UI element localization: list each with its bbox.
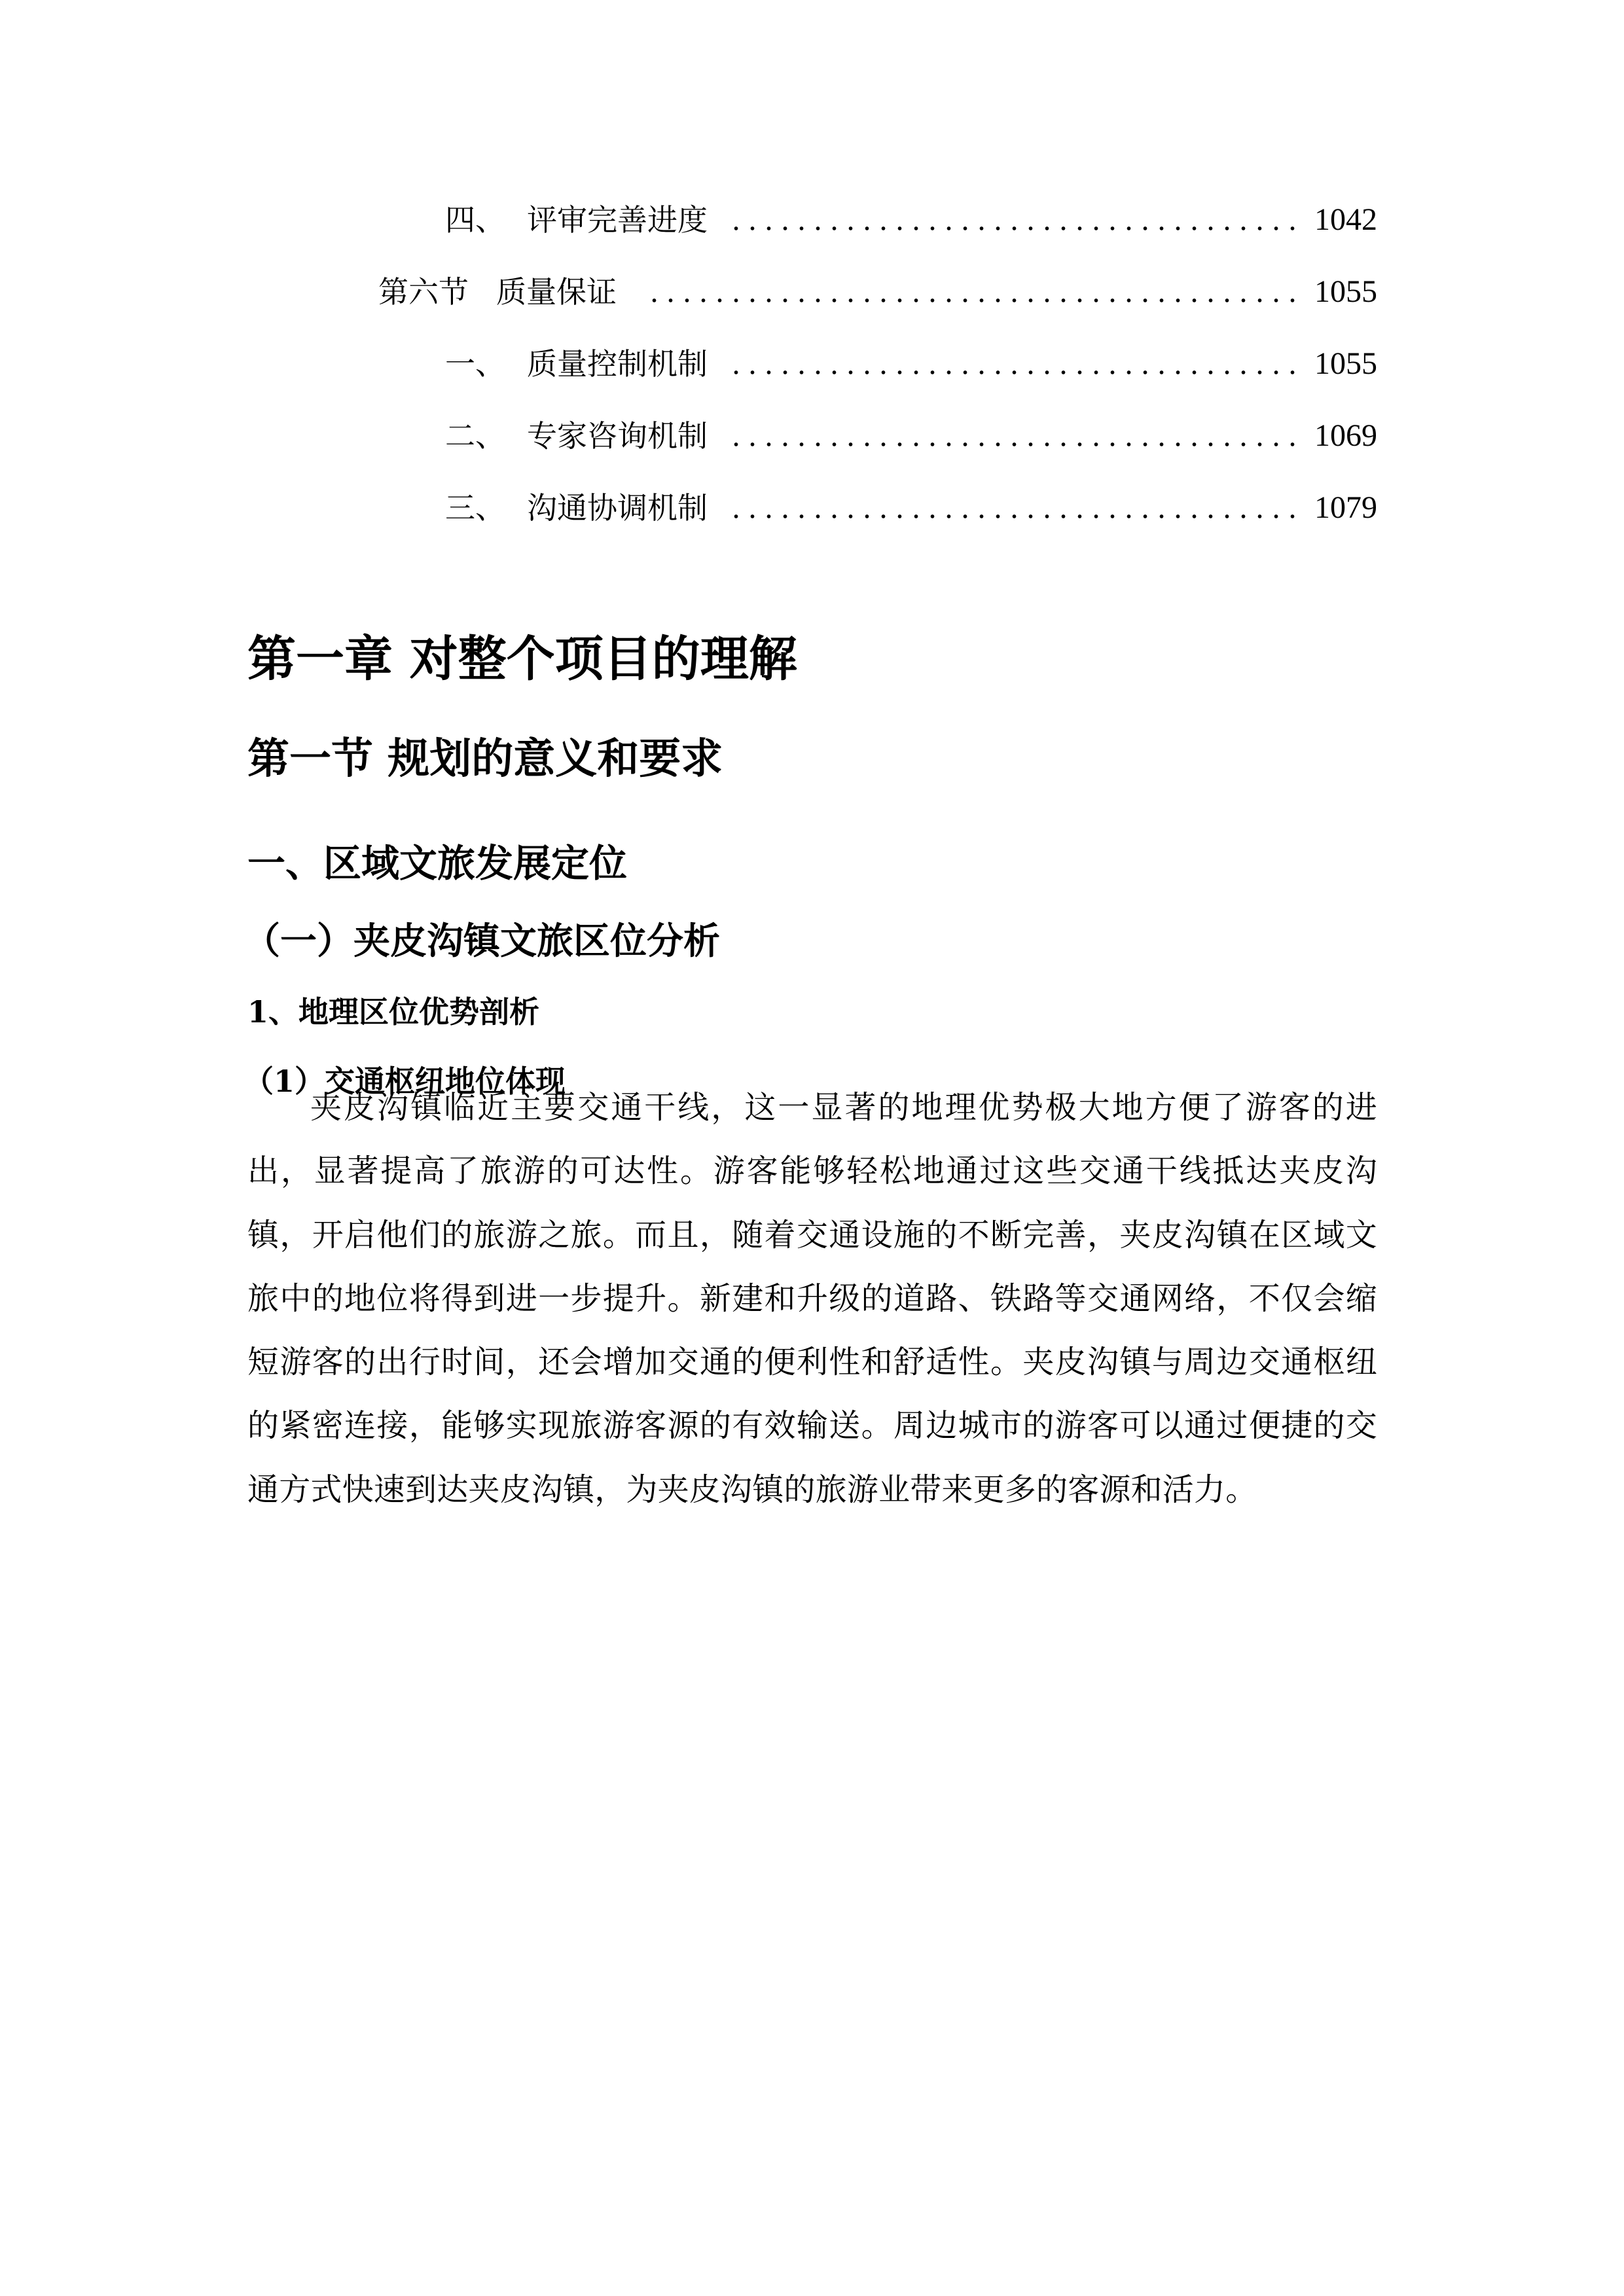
toc-entry-number: 二、: [445, 418, 505, 454]
toc-entry[interactable]: [0, 272, 1624, 312]
toc-entry-number: 第六节: [378, 274, 469, 310]
toc-entry-number: 一、: [445, 346, 505, 382]
sub-item-heading: （1）交通枢纽地位体现: [244, 1064, 566, 1099]
subsection-heading: 一、区域文旅发展定位: [247, 841, 628, 886]
chapter-heading: 第一章 对整个项目的理解: [247, 631, 797, 687]
toc-dot-leader: [725, 488, 1297, 528]
toc-entry[interactable]: [0, 488, 1624, 528]
toc-entry-page: 1069: [1314, 418, 1377, 453]
item-heading: 1、地理区位优势剖析: [247, 994, 540, 1030]
toc-entry-number: 三、: [445, 490, 505, 526]
toc-entry-title: 评审完善进度: [527, 202, 708, 238]
toc-dot-leader: [725, 200, 1297, 240]
section-heading: 第一节 规划的意义和要求: [247, 735, 723, 783]
toc-entry-page: 1055: [1314, 346, 1377, 381]
toc-entry-page: 1042: [1314, 202, 1377, 237]
sub-subsection-heading: （一）夹皮沟镇文旅区位分析: [244, 920, 720, 963]
toc-entry-title: 专家咨询机制: [527, 418, 708, 454]
toc-entry[interactable]: [0, 416, 1624, 456]
toc-entry-title: 质量保证: [496, 274, 617, 310]
toc-entry-number: 四、: [445, 202, 505, 238]
toc-dot-leader: [725, 344, 1297, 384]
toc-dot-leader: [725, 416, 1297, 456]
toc-entry[interactable]: [0, 344, 1624, 384]
toc-entry[interactable]: [0, 200, 1624, 240]
toc-entry-title: 质量控制机制: [527, 346, 708, 382]
body-paragraph: 夹皮沟镇临近主要交通干线，这一显著的地理优势极大地方便了游客的进出，显著提高了旅游的可达性。游客能够轻松地通过这些交通干线抵达夹皮沟镇，开启他们的旅游之旅。而且，随着交通设施的不断完善，夹皮沟镇在区域文旅中的地位将得到进一步提升。新建和升级的道路、铁路等交通网络，不仅会缩短游客的出行时间，还会增加交通的便利性和舒适性。夹皮沟镇与周边交通枢纽的紧密连接，能够实现旅游客源的有效输送。周边城市的游客可以通过便捷的交通方式快速到达夹皮沟镇，为夹皮沟镇的旅游业带来更多的客源和活力。: [247, 1089, 1377, 1508]
toc-entry-page: 1079: [1314, 490, 1377, 525]
toc-entry-title: 沟通协调机制: [527, 490, 708, 526]
toc-dot-leader: [643, 272, 1297, 312]
toc-entry-page: 1055: [1314, 274, 1377, 309]
